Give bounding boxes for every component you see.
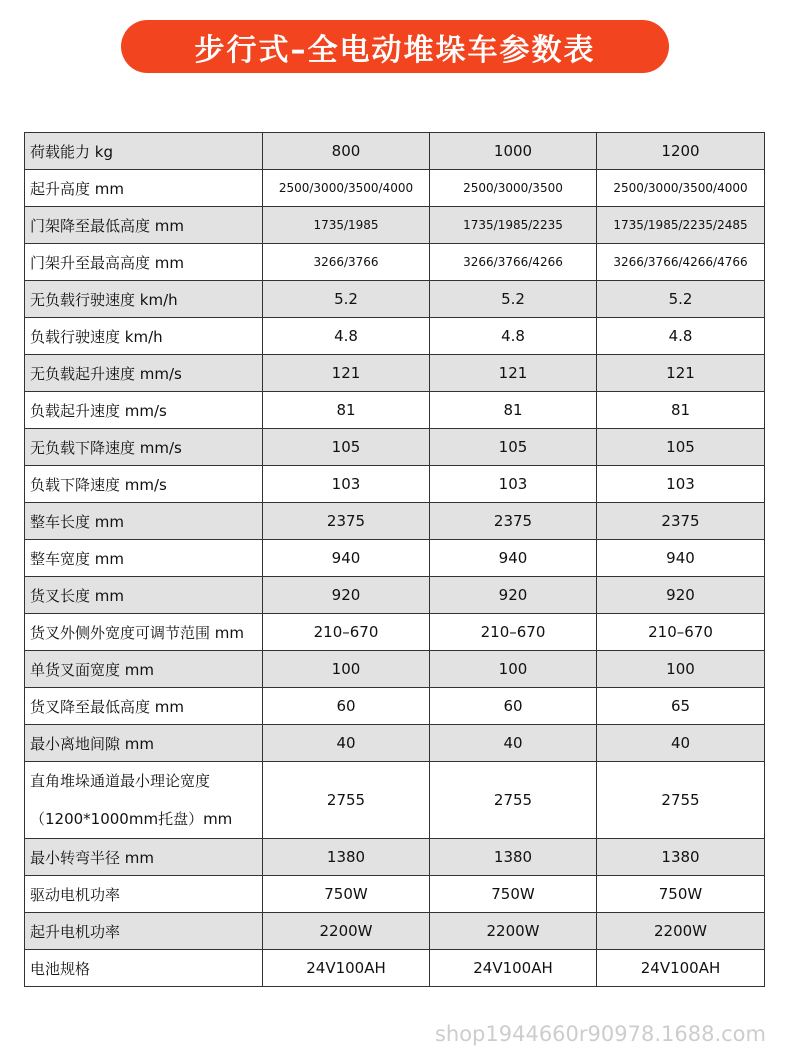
table-row (25, 133, 765, 170)
value-cell-model-1: 121 (263, 355, 430, 392)
value-cell-model-1: 3266/3766 (263, 244, 430, 281)
value-cell-model-2: 210–670 (430, 614, 597, 651)
row-label: 最小离地间隙 mm (25, 725, 263, 762)
table-row (25, 950, 765, 987)
row-label: 单货叉面宽度 mm (25, 651, 263, 688)
row-label: 负载起升速度 mm/s (25, 392, 263, 429)
value-cell-model-3: 940 (597, 540, 765, 577)
value-cell-model-3: 105 (597, 429, 765, 466)
value-cell-model-3: 65 (597, 688, 765, 725)
table-row (25, 355, 765, 392)
value-cell-model-1: 920 (263, 577, 430, 614)
value-cell-model-1: 100 (263, 651, 430, 688)
value-cell-model-1: 2755 (263, 762, 430, 839)
value-cell-model-1: 2375 (263, 503, 430, 540)
value-cell-model-2: 24V100AH (430, 950, 597, 987)
value-cell-model-1: 81 (263, 392, 430, 429)
value-cell-model-2: 121 (430, 355, 597, 392)
row-label: 货叉长度 mm (25, 577, 263, 614)
value-cell-model-3: 5.2 (597, 281, 765, 318)
value-cell-model-2: 81 (430, 392, 597, 429)
value-cell-model-1: 60 (263, 688, 430, 725)
page-title: 步行式–全电动堆垛车参数表 (121, 20, 669, 73)
value-cell-model-3: 2200W (597, 913, 765, 950)
row-label: 整车宽度 mm (25, 540, 263, 577)
row-label: 整车长度 mm (25, 503, 263, 540)
row-label: 荷载能力 kg (25, 133, 263, 170)
row-label: 起升高度 mm (25, 170, 263, 207)
table-row (25, 318, 765, 355)
value-cell-model-2: 100 (430, 651, 597, 688)
table-row (25, 503, 765, 540)
row-label: 负载行驶速度 km/h (25, 318, 263, 355)
value-cell-model-3: 24V100AH (597, 950, 765, 987)
table-row (25, 614, 765, 651)
value-cell-model-1: 800 (263, 133, 430, 170)
table-row (25, 170, 765, 207)
table-row (25, 651, 765, 688)
table-row (25, 913, 765, 950)
value-cell-model-1: 750W (263, 876, 430, 913)
value-cell-model-1: 24V100AH (263, 950, 430, 987)
value-cell-model-2: 940 (430, 540, 597, 577)
value-cell-model-1: 103 (263, 466, 430, 503)
row-label: 货叉外侧外宽度可调节范围 mm (25, 614, 263, 651)
table-row (25, 839, 765, 876)
value-cell-model-3: 750W (597, 876, 765, 913)
value-cell-model-3: 1200 (597, 133, 765, 170)
table-row (25, 281, 765, 318)
table-row (25, 466, 765, 503)
value-cell-model-2: 2375 (430, 503, 597, 540)
row-label: 最小转弯半径 mm (25, 839, 263, 876)
value-cell-model-2: 1000 (430, 133, 597, 170)
value-cell-model-2: 60 (430, 688, 597, 725)
value-cell-model-3: 4.8 (597, 318, 765, 355)
value-cell-model-3: 40 (597, 725, 765, 762)
value-cell-model-2: 5.2 (430, 281, 597, 318)
value-cell-model-2: 40 (430, 725, 597, 762)
row-label (25, 762, 263, 839)
value-cell-model-1: 4.8 (263, 318, 430, 355)
value-cell-model-3: 121 (597, 355, 765, 392)
value-cell-model-2: 4.8 (430, 318, 597, 355)
table-row (25, 762, 765, 839)
row-label: 无负载下降速度 mm/s (25, 429, 263, 466)
value-cell-model-2: 1735/1985/2235 (430, 207, 597, 244)
row-label: 负载下降速度 mm/s (25, 466, 263, 503)
row-label: 无负载行驶速度 km/h (25, 281, 263, 318)
value-cell-model-2: 920 (430, 577, 597, 614)
row-label-line1: 直角堆垛通道最小理论宽度 (30, 772, 211, 790)
value-cell-model-2: 2755 (430, 762, 597, 839)
value-cell-model-1: 1735/1985 (263, 207, 430, 244)
value-cell-model-3: 103 (597, 466, 765, 503)
value-cell-model-1: 2200W (263, 913, 430, 950)
value-cell-model-2: 3266/3766/4266 (430, 244, 597, 281)
value-cell-model-3: 2500/3000/3500/4000 (597, 170, 765, 207)
value-cell-model-3: 210–670 (597, 614, 765, 651)
value-cell-model-1: 210–670 (263, 614, 430, 651)
row-label: 电池规格 (25, 950, 263, 987)
table-row (25, 540, 765, 577)
value-cell-model-2: 2500/3000/3500 (430, 170, 597, 207)
spec-table (24, 132, 765, 987)
value-cell-model-3: 100 (597, 651, 765, 688)
value-cell-model-2: 2200W (430, 913, 597, 950)
value-cell-model-3: 2755 (597, 762, 765, 839)
row-label: 无负载起升速度 mm/s (25, 355, 263, 392)
row-label: 门架升至最高高度 mm (25, 244, 263, 281)
table-row (25, 244, 765, 281)
value-cell-model-2: 750W (430, 876, 597, 913)
value-cell-model-3: 1735/1985/2235/2485 (597, 207, 765, 244)
table-row (25, 207, 765, 244)
value-cell-model-3: 81 (597, 392, 765, 429)
value-cell-model-3: 1380 (597, 839, 765, 876)
row-label: 起升电机功率 (25, 913, 263, 950)
value-cell-model-1: 105 (263, 429, 430, 466)
value-cell-model-2: 1380 (430, 839, 597, 876)
value-cell-model-2: 103 (430, 466, 597, 503)
table-row (25, 725, 765, 762)
value-cell-model-1: 2500/3000/3500/4000 (263, 170, 430, 207)
value-cell-model-3: 920 (597, 577, 765, 614)
row-label: 货叉降至最低高度 mm (25, 688, 263, 725)
value-cell-model-1: 1380 (263, 839, 430, 876)
table-row (25, 392, 765, 429)
value-cell-model-1: 5.2 (263, 281, 430, 318)
value-cell-model-3: 3266/3766/4266/4766 (597, 244, 765, 281)
table-row (25, 577, 765, 614)
value-cell-model-1: 940 (263, 540, 430, 577)
watermark-text: shop1944660r90978.1688.com (434, 1022, 766, 1046)
row-label: 门架降至最低高度 mm (25, 207, 263, 244)
value-cell-model-1: 40 (263, 725, 430, 762)
value-cell-model-3: 2375 (597, 503, 765, 540)
value-cell-model-2: 105 (430, 429, 597, 466)
table-row (25, 429, 765, 466)
table-row (25, 876, 765, 913)
row-label: 驱动电机功率 (25, 876, 263, 913)
table-row (25, 688, 765, 725)
row-label-line2: （1200*1000mm托盘）mm (30, 810, 233, 828)
